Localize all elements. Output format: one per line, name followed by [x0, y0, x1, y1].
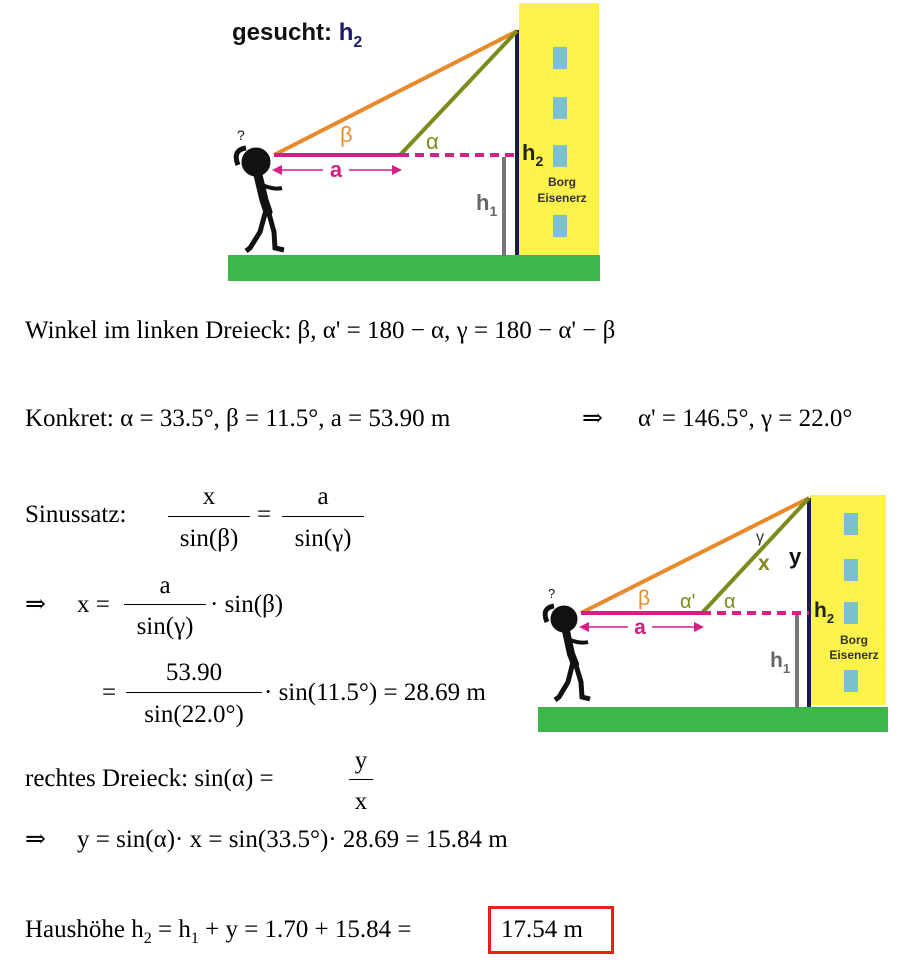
equals-sign: = — [257, 501, 272, 528]
ground — [538, 707, 888, 732]
angles-line: Winkel im linken Dreieck: β, α' = 180 − α, γ = 180 − α' − β — [25, 317, 616, 344]
label-a: a — [634, 616, 646, 639]
implies-symbol-2: ⇒ — [25, 591, 46, 618]
label-h1: $h_1$ — [770, 649, 791, 676]
arrowhead-left — [272, 165, 282, 175]
window — [844, 513, 858, 535]
frac4-bar — [126, 692, 262, 693]
frac4-num: 53.90 — [165, 659, 223, 686]
window — [844, 559, 858, 581]
building-label-2: Eisenerz — [537, 191, 587, 205]
figure-top — [228, 0, 603, 283]
label-alpha: α — [426, 129, 439, 154]
label-gamma: γ — [756, 529, 764, 546]
arrowhead-left — [579, 622, 589, 632]
label-y: y — [789, 544, 802, 569]
concrete-values: Konkret: α = 33.5°, β = 11.5°, a = 53.90 m — [25, 405, 451, 432]
frac3-bar — [124, 604, 206, 605]
label-beta: β — [638, 587, 651, 610]
implies-symbol-3: ⇒ — [25, 826, 46, 853]
frac5-den: x — [354, 788, 368, 815]
line-beta — [274, 31, 517, 155]
window — [553, 47, 567, 69]
x-equals: x = — [77, 591, 110, 618]
frac1-bar — [168, 516, 250, 517]
equals-sign-2: = — [102, 679, 117, 706]
times-sin-beta: · sin(β) — [210, 591, 284, 618]
concrete-result: α' = 146.5°, γ = 22.0° — [638, 405, 853, 432]
arrowhead-right — [392, 165, 402, 175]
building-label-1: Borg — [548, 175, 576, 189]
right-triangle-label: rechtes Dreieck: sin(α) = — [25, 765, 274, 792]
arrowhead-right — [694, 622, 704, 632]
y-line: y = sin(α)· x = sin(33.5°)· 28.69 = 15.84 m — [77, 826, 508, 853]
window — [553, 97, 567, 119]
label-alpha: α — [724, 591, 736, 613]
frac1-den: sin(β) — [179, 525, 239, 552]
label-beta: β — [340, 122, 353, 147]
window — [844, 670, 858, 692]
frac2-den: sin(γ) — [294, 525, 352, 552]
svg-text:?: ? — [237, 127, 245, 143]
frac5-num: y — [354, 747, 368, 774]
frac2-bar — [282, 516, 364, 517]
svg-text:?: ? — [548, 586, 556, 601]
label-a: a — [329, 157, 343, 182]
implies-symbol: ⇒ — [582, 405, 603, 432]
building-label-2: Eisenerz — [829, 648, 879, 662]
frac4-den: sin(22.0°) — [144, 701, 244, 728]
house-height-line: Haushöhe $h_2 = h_1 + y = 1.70 + 15.84$ = — [25, 916, 412, 947]
frac5-bar — [349, 779, 373, 780]
stick-figure — [545, 586, 590, 700]
result-x: · sin(11.5°) = 28.69 m — [264, 679, 486, 706]
label-h2: $h_2$ — [522, 140, 544, 169]
label-alpha-prime: α' — [680, 591, 696, 613]
label-h2: $h_2$ — [814, 599, 835, 626]
title: gesucht: $h_2$ — [232, 19, 363, 51]
ground — [228, 255, 600, 281]
window — [553, 215, 567, 237]
sinussatz-label: Sinussatz: — [25, 501, 127, 528]
frac2-num: a — [317, 483, 329, 510]
label-x: x — [758, 552, 770, 575]
building-label-1: Borg — [840, 633, 868, 647]
frac1-num: x — [202, 483, 216, 510]
window — [553, 145, 567, 167]
window — [844, 602, 858, 624]
frac3-num: a — [159, 572, 171, 599]
figure-bottom — [538, 492, 890, 734]
line-alpha — [400, 31, 517, 155]
frac3-den: sin(γ) — [136, 613, 194, 640]
label-h1: $h_1$ — [476, 190, 498, 219]
stick-figure — [236, 127, 284, 251]
answer: 17.54 m — [501, 916, 583, 943]
